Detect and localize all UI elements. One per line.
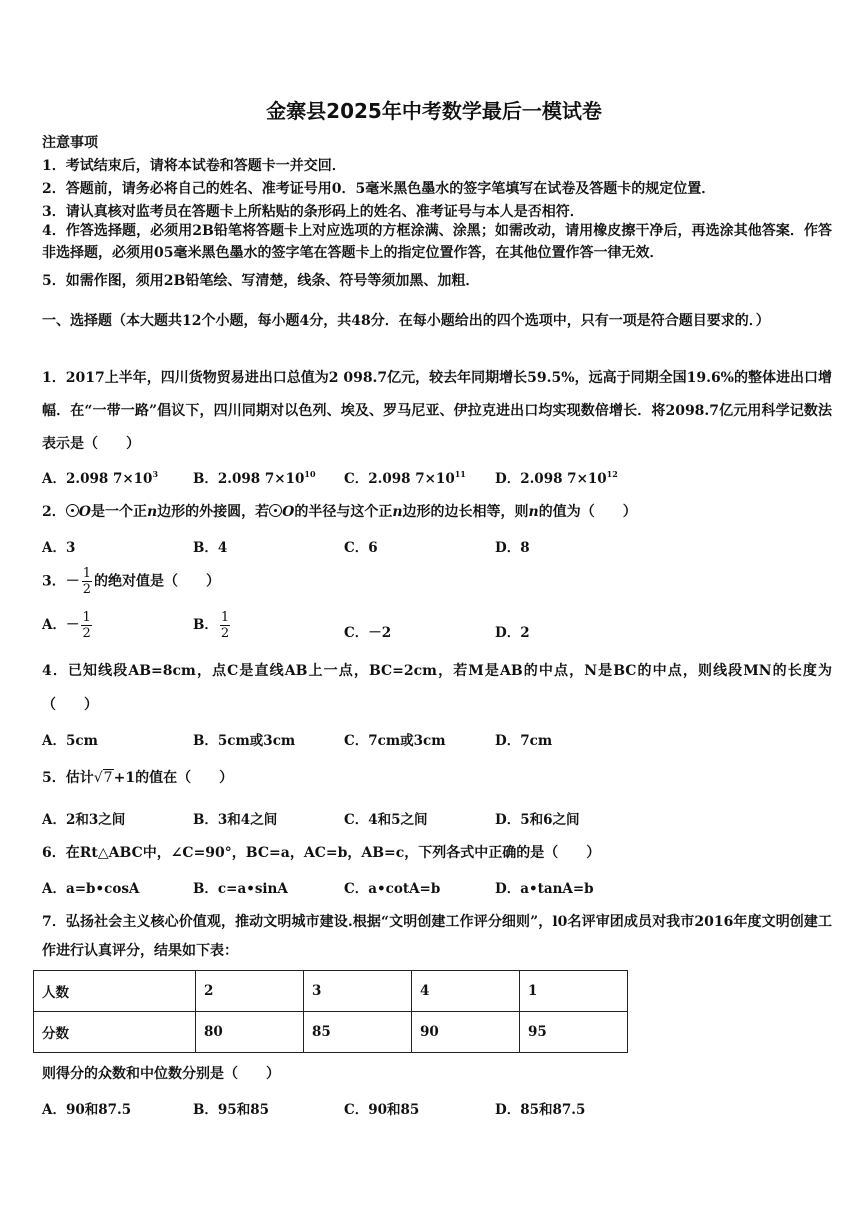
table-cell: 90	[412, 1012, 520, 1053]
q7-option-b: B．95和85	[193, 1102, 269, 1118]
fraction: $\frac{1}{2}$	[82, 610, 91, 641]
question-7: 7．弘扬社会主义核心价值观，推动文明城市建设.根据“文明创建工作评分细则”，l0名评审团成员对我市2016年度文明创建工作进行认真评分，结果如下表：	[42, 914, 832, 959]
q6-option-c: C．a•cotA=b	[344, 881, 441, 897]
table-row	[34, 1012, 628, 1053]
q4-option-b: B．5cm或3cm	[193, 733, 296, 749]
q1-option-c: C．2.098 $7\times 10^{11}$	[344, 469, 466, 487]
q5-option-b: B．3和4之间	[193, 812, 278, 828]
fraction: $\frac{1}{2}$	[220, 610, 230, 641]
question-7-prompt: 则得分的众数和中位数分别是（ ）	[42, 1066, 280, 1082]
circle-symbol	[269, 504, 282, 517]
notice-item-5: 5．如需作图，须用2B铅笔绘、写清楚，线条、符号等须加黑、加粗．	[42, 273, 480, 289]
q1-option-d: D．2.098 $7\times 10^{12}$	[495, 469, 618, 487]
notice-heading: 注意事项	[42, 135, 98, 151]
q2-option-c: C．6	[344, 540, 378, 556]
notice-item-3: 3．请认真核对监考员在答题卡上所粘贴的条形码上的姓名、准考证号与本人是否相符．	[42, 204, 584, 220]
table-cell: 分数	[34, 1012, 196, 1053]
notice-item-1: 1．考试结束后，请将本试卷和答题卡一并交回．	[42, 158, 346, 174]
table-cell: 4	[412, 971, 520, 1012]
table-cell: 人数	[34, 971, 196, 1012]
fraction: $\frac{1}{2}$	[82, 566, 92, 597]
table-cell: 85	[304, 1012, 412, 1053]
page-title: 金寨县2025年中考数学最后一模试卷	[266, 99, 602, 123]
q5-option-c: C．4和5之间	[344, 812, 428, 828]
q7-option-d: D．85和87.5	[495, 1102, 586, 1118]
q5-option-d: D．5和6之间	[495, 812, 580, 828]
question-1: 1．2017上半年，四川货物贸易进出口总值为2 098.7亿元，较去年同期增长59.5%，远高于同期全国19.6%的整体进出口增幅．在“一带一路”倡议下，四川同期对以色列、埃及、罗马尼亚、伊拉克进出口均实现数倍增长．将2098.7亿元用科学记数法表示是（ ）	[42, 370, 832, 452]
q2-option-d: D．8	[495, 540, 530, 556]
q6-option-a: A．a=b•cosA	[42, 881, 140, 897]
question-3: 3．－ $\frac{1}{2}$ 的绝对值是（ ）	[42, 566, 221, 597]
question-4: 4．已知线段AB=8cm，点C是直线AB上一点，BC=2cm，若M是AB的中点，N是BC的中点，则线段MN的长度为（ ）	[42, 663, 832, 713]
q2-option-b: B．4	[193, 540, 228, 556]
sqrt-symbol: √7	[93, 770, 113, 786]
section-heading: 一、选择题（本大题共12个小题，每小题4分，共48分．在每小题给出的四个选项中，只有一项是符合题目要求的．）	[42, 313, 770, 329]
q3-option-d: D．2	[495, 625, 530, 641]
table-row	[34, 971, 628, 1012]
q3-option-b: B． $\frac{1}{2}$	[193, 610, 230, 641]
question-5: 5．估计√7+1的值在（ ）	[42, 770, 234, 786]
circle-symbol	[66, 504, 79, 517]
notice-item-2: 2．答题前，请务必将自己的姓名、准考证号用0．5毫米黑色墨水的签字笔填写在试卷及答题卡的规定位置．	[42, 181, 716, 197]
q6-option-b: B．c=a•sinA	[193, 881, 288, 897]
q4-option-d: D．7cm	[495, 733, 553, 749]
q7-option-c: C．90和85	[344, 1102, 420, 1118]
table-cell: 80	[196, 1012, 304, 1053]
table-cell: 1	[520, 971, 628, 1012]
question-6: 6．在Rt△ABC中，∠C=90°，BC=a，AC=b，AB=c，下列各式中正确的是（ ）	[42, 845, 601, 861]
q4-option-a: A．5cm	[42, 733, 98, 749]
q7-option-a: A．90和87.5	[42, 1102, 132, 1118]
q3-option-a: A．－ $\frac{1}{2}$	[42, 610, 91, 641]
q2-option-a: A．3	[42, 540, 76, 556]
q6-option-d: D．a•tanA=b	[495, 881, 594, 897]
question-2: 2． O是一个正n边形的外接圆，若 O的半径与这个正n边形的边长相等，则n的值为（ ）	[42, 504, 637, 520]
q1-option-a: A．2.098 $7\times 10^3$	[42, 469, 159, 487]
table-cell: 2	[196, 971, 304, 1012]
table-cell: 3	[304, 971, 412, 1012]
table-cell: 95	[520, 1012, 628, 1053]
notice-item-4: 4．作答选择题，必须用2B铅笔将答题卡上对应选项的方框涂满、涂黑；如需改动，请用橡皮擦干净后，再选涂其他答案．作答非选择题，必须用05毫米黑色墨水的签字笔在答题卡上的指定位置作答，在其他位置作答一律无效．	[42, 223, 832, 261]
q1-option-b: B．2.098 $7\times 10^{10}$	[193, 469, 316, 487]
q3-option-c: C．－2	[344, 625, 392, 641]
q5-option-a: A．2和3之间	[42, 812, 126, 828]
score-table	[33, 970, 628, 1053]
q4-option-c: C．7cm或3cm	[344, 733, 446, 749]
